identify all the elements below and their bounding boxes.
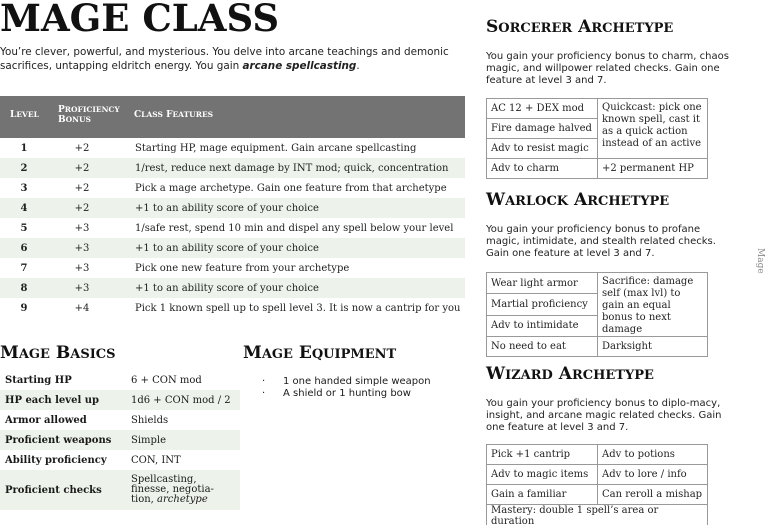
basics-table <box>0 370 240 510</box>
table-row: 1 +2 Starting HP, mage equipment. Gain arcane spellcasting <box>20 142 417 154</box>
table-row: Wear light armor Sacrifice: damage self (max lvl) to gain an equal bonus to next damage <box>487 273 708 294</box>
table-row: Martial proficiency <box>487 294 708 315</box>
intro-emphasis: arcane spellcasting <box>242 60 357 72</box>
table-row: 6 +3 +1 to an ability score of your choice <box>0 238 465 258</box>
sorcerer-table <box>486 98 708 179</box>
wizard-description: You gain your proficiency bonus to diplo-macy, insight, and arcane magic related checks. Gain one feature at level 3 and 7. <box>486 398 722 433</box>
wizard-heading: WIZARD ARCHETYPE <box>486 364 654 384</box>
table-row: Adv to resist magic <box>487 139 708 159</box>
page-title: MAGE CLASS <box>0 0 280 40</box>
warlock-description: You gain your proficiency bonus to profane magic, intimidate, and stealth related checks. Gain one feature at level 3 and 7. <box>486 224 716 259</box>
table-row: 2 +2 1/rest, reduce next damage by INT mod; quick, concentration <box>0 158 465 178</box>
level-table <box>0 96 465 318</box>
table-row: Starting HP 6 + CON mod <box>5 374 202 386</box>
table-row: AC 12 + DEX mod Quickcast: pick one known spell, cast it as a quick action instead of an active <box>487 99 708 119</box>
sorcerer-description: You gain your proficiency bonus to charm, chaos magic, and willpower related checks. Gain one feature at level 3 and 7. <box>486 51 729 86</box>
header-proficiency-bonus: PROFICIENCY BONUS <box>58 96 134 138</box>
equipment-heading: MAGE EQUIPMENT <box>243 343 397 363</box>
table-row: 9 +4 Pick 1 known spell up to spell level 3. It is now a cantrip for you <box>20 302 461 314</box>
table-row: Adv to magic items Adv to lore / info <box>487 465 708 485</box>
table-row: 3 +2 Pick a mage archetype. Gain one feature from that archetype <box>20 182 447 194</box>
table-row: Proficient weapons Simple <box>0 430 240 450</box>
warlock-table <box>486 272 708 357</box>
table-row: Armor allowed Shields <box>5 414 169 426</box>
table-row: Adv to intimidate <box>487 315 708 336</box>
side-page-label: Mage <box>755 248 765 274</box>
warlock-heading: WARLOCK ARCHETYPE <box>486 190 670 210</box>
level-table-header <box>0 96 465 138</box>
table-row: Pick +1 cantrip Adv to potions <box>487 445 708 465</box>
table-row: Proficient checks Spellcasting, finesse, negotia- tion, archetype <box>0 470 240 510</box>
table-row: Fire damage halved <box>487 119 708 139</box>
table-row: 5 +3 1/safe rest, spend 10 min and dispel any spell below your level <box>20 222 454 234</box>
list-item: · A shield or 1 hunting bow <box>262 388 431 400</box>
header-level: LEVEL <box>0 96 58 138</box>
wizard-table <box>486 444 708 525</box>
table-row: 4 +2 +1 to an ability score of your choice <box>0 198 465 218</box>
header-class-features: CLASS FEATURES <box>134 96 465 138</box>
table-row: No need to eat Darksight <box>487 337 708 357</box>
table-row: 7 +3 Pick one new feature from your archetype <box>20 262 350 274</box>
sorcerer-heading: SORCERER ARCHETYPE <box>486 17 674 37</box>
table-row: Adv to charm +2 permanent HP <box>487 159 708 179</box>
table-row: HP each level up 1d6 + CON mod / 2 <box>0 390 240 410</box>
table-row: Ability proficiency CON, INT <box>5 454 181 466</box>
table-row: Gain a familiar Can reroll a mishap <box>487 485 708 505</box>
table-row: Mastery: double 1 spell’s area or duration <box>487 505 708 525</box>
basics-heading: MAGE BASICS <box>0 343 116 363</box>
intro-text: You’re clever, powerful, and mysterious. You delve into arcane teachings and demonic sacrifices, untapping eldritch energy. You gain arcane spellcasting. <box>0 46 449 72</box>
table-row: 8 +3 +1 to an ability score of your choice <box>0 278 465 298</box>
list-item: · 1 one handed simple weapon <box>262 376 431 388</box>
equipment-list <box>262 376 431 400</box>
